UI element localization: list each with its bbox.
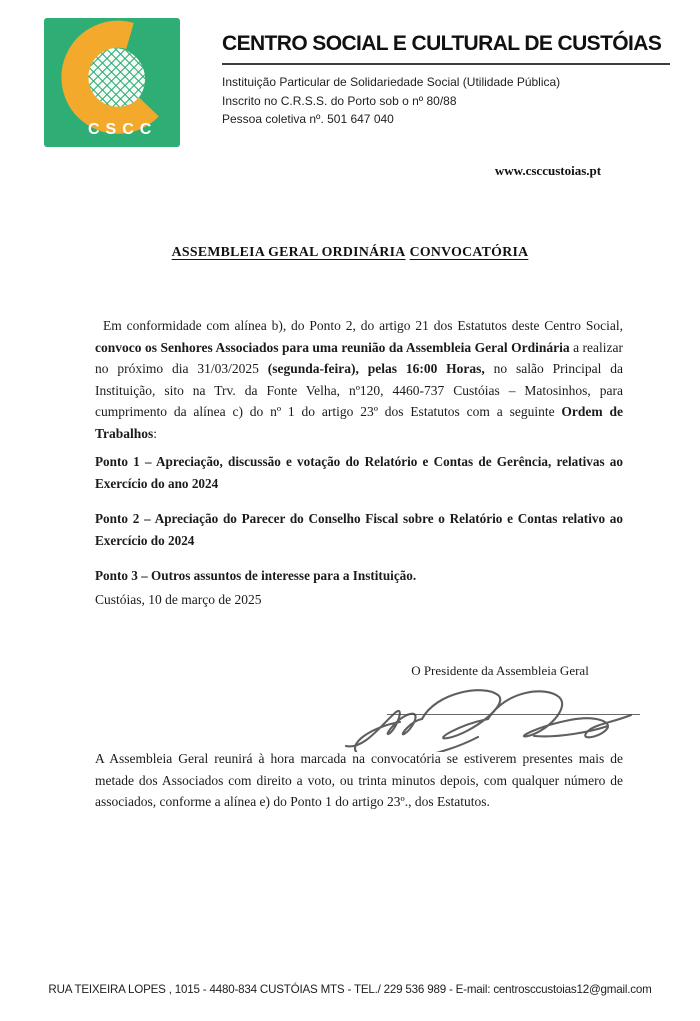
org-subtitle-3: Pessoa coletiva nº. 501 647 040	[222, 112, 394, 126]
agenda-list	[95, 451, 623, 601]
signature	[338, 682, 638, 752]
intro-run-7: :	[153, 425, 158, 441]
dateline: Custóias, 10 de março de 2025	[95, 592, 262, 607]
org-website: www.csccustoias.pt	[494, 163, 602, 178]
org-name: CENTRO SOCIAL E CULTURAL DE CUSTÓIAS	[222, 32, 670, 65]
intro-run-5: no salão Principal da Instituição, sito na Trv. da Fonte Velha, nº120, 4460-737 Custóias – Matosinhos, para cumprimento da alínea c) do nº 1 do artigo 23º dos Estatutos com a seguinte	[95, 361, 623, 419]
logo-acronym: CSCC	[88, 121, 158, 138]
intro-run-6: Ordem de Trabalhos	[95, 404, 623, 441]
intro-run-3: a realizar no próximo dia 31/03/2025	[95, 339, 624, 376]
cscc-logo-icon	[44, 18, 180, 147]
signature-icon	[338, 682, 638, 752]
signature-caption: O Presidente da Assembleia Geral	[411, 663, 589, 678]
agenda-item-1: Ponto 1 – Apreciação, discussão e votação do Relatório e Contas de Gerência, relativas ao Exercício do ano 2024	[95, 454, 623, 491]
title-convocatoria: CONVOCATÓRIA	[409, 244, 529, 259]
org-subtitle-2: Inscrito no C.R.S.S. do Porto sob o nº 80/88	[222, 93, 457, 108]
intro-paragraph	[95, 315, 623, 444]
agenda-item-3: Ponto 3 – Outros assuntos de interesse para a Instituição.	[95, 568, 417, 583]
title-assembleia: ASSEMBLEIA GERAL ORDINÁRIA	[171, 244, 406, 259]
intro-run-1: Em conformidade com alínea b), do Ponto 2, do artigo 21 dos Estatutos deste Centro Social,	[103, 318, 623, 333]
org-subtitle-1: Instituição Particular de Solidariedade Social (Utilidade Pública)	[222, 75, 561, 89]
footer-contact: RUA TEIXEIRA LOPES , 1015 - 4480-834 CUSTÓIAS MTS - TEL./ 229 536 989 - E-mail: centrosccustoias12@gmail.com	[48, 983, 652, 996]
agenda-item-2: Ponto 2 – Apreciação do Parecer do Conselho Fiscal sobre o Relatório e Contas relativo ao Exercício do 2024	[95, 511, 623, 548]
letterhead	[222, 32, 670, 129]
org-logo	[44, 18, 180, 147]
intro-run-4: (segunda-feira), pelas 16:00 Horas,	[267, 361, 485, 376]
closing-paragraph: A Assembleia Geral reunirá à hora marcada na convocatória se estiverem presentes mais de metade dos Associados com direito a voto, ou trinta minutos depois, com qualquer número de associados, conforme a alínea e) do Ponto 1 do artigo 23º., dos Estatutos.	[95, 751, 623, 809]
intro-run-2: convoco os Senhores Associados para uma reunião da Assembleia Geral Ordinária	[95, 339, 570, 355]
document-titles	[0, 225, 700, 261]
